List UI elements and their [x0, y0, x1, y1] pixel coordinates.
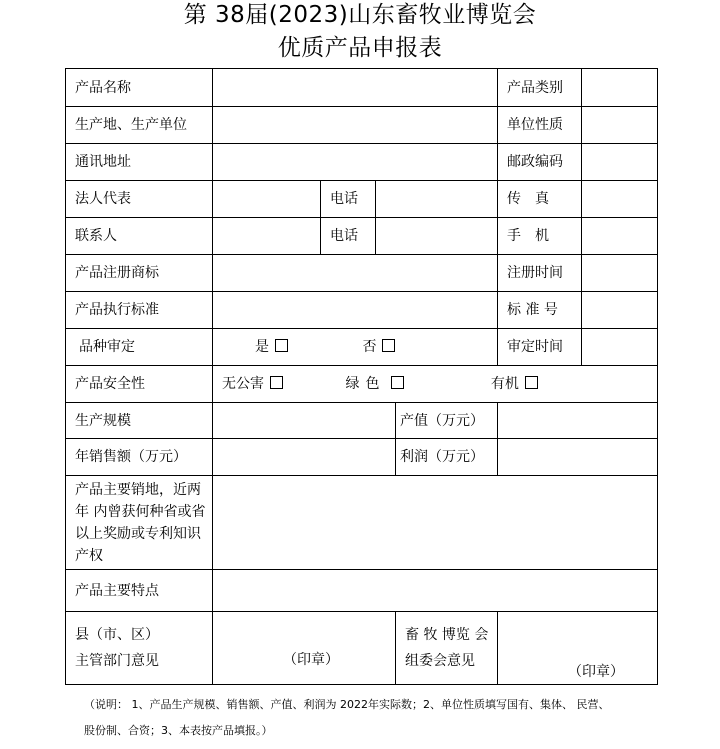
input-product-category[interactable] — [582, 69, 658, 107]
form-row — [66, 329, 658, 366]
option-pollution-free[interactable] — [222, 376, 283, 392]
checkbox-green[interactable] — [391, 376, 404, 389]
input-postal-code[interactable] — [582, 144, 658, 181]
label-committee-opinion — [396, 612, 498, 685]
label-phone-2: 电话 — [321, 218, 376, 255]
option-pollution-free-label: 无公害 — [222, 376, 264, 392]
label-address: 通讯地址 — [66, 144, 213, 181]
input-unit-nature[interactable] — [582, 107, 658, 144]
option-no-label: 否 — [362, 339, 377, 355]
footnote-line1: （说明： 1、产品生产规模、销售额、产值、利润为 2022年实际数；2、单位性质填写国有、集体、 民营、 — [84, 698, 610, 711]
label-origin-unit: 生产地、生产单位 — [66, 107, 213, 144]
option-green[interactable] — [345, 376, 404, 392]
label-standard-no: 标 准 号 — [498, 292, 582, 329]
form-row — [66, 255, 658, 292]
form-title-line1: 第 38届(2023)山东畜牧业博览会 — [183, 2, 537, 28]
label-committee-opinion-line2: 组委会意见 — [405, 653, 475, 669]
variety-review-options — [213, 329, 498, 366]
option-green-label: 绿色 — [345, 376, 386, 392]
form-row — [66, 439, 658, 476]
input-features[interactable] — [213, 570, 658, 612]
label-phone: 电话 — [321, 181, 376, 218]
input-phone-2[interactable] — [376, 218, 498, 255]
input-fax[interactable] — [582, 181, 658, 218]
input-profit[interactable] — [498, 439, 658, 476]
county-opinion-box[interactable] — [213, 612, 396, 685]
label-output-value: 产值（万元） — [396, 403, 498, 439]
input-annual-sales[interactable] — [213, 439, 396, 476]
label-legal-rep: 法人代表 — [66, 181, 213, 218]
label-markets-awards: 产品主要销地，近两年 内曾获何种省或省 以上奖励或专利知识产权 — [66, 476, 213, 570]
form-row — [66, 292, 658, 329]
form-row — [66, 366, 658, 403]
input-phone[interactable] — [376, 181, 498, 218]
option-organic-label: 有机 — [490, 376, 519, 392]
option-no[interactable] — [362, 339, 395, 355]
option-yes-label: 是 — [255, 339, 269, 355]
form-row — [66, 69, 658, 107]
input-product-name[interactable] — [213, 69, 498, 107]
checkbox-pollution-free[interactable] — [270, 376, 283, 389]
option-organic[interactable] — [491, 376, 538, 392]
label-unit-nature: 单位性质 — [498, 107, 582, 144]
seal-committee: （印章） — [568, 664, 624, 680]
committee-opinion-box[interactable] — [498, 612, 658, 685]
form-row — [66, 144, 658, 181]
input-mobile[interactable] — [582, 218, 658, 255]
label-fax: 传 真 — [498, 181, 582, 218]
input-standard[interactable] — [213, 292, 498, 329]
checkbox-yes[interactable] — [275, 339, 288, 352]
input-scale[interactable] — [213, 403, 396, 439]
input-origin-unit[interactable] — [213, 107, 498, 144]
footnote-line2: 股份制、合资；3、本表按产品填报。） — [84, 724, 273, 737]
input-legal-rep[interactable] — [213, 181, 321, 218]
form-title-line2: 优质产品申报表 — [277, 35, 443, 61]
label-contact: 联系人 — [66, 218, 213, 255]
checkbox-organic[interactable] — [525, 376, 538, 389]
input-review-time[interactable] — [582, 329, 658, 366]
form-row — [66, 570, 658, 612]
label-profit: 利润（万元） — [396, 439, 498, 476]
label-scale: 生产规模 — [66, 403, 213, 439]
seal-county: （印章） — [283, 652, 339, 668]
form-row — [66, 612, 658, 685]
option-yes[interactable] — [255, 339, 288, 355]
input-contact[interactable] — [213, 218, 321, 255]
safety-options — [213, 366, 658, 403]
label-reg-time: 注册时间 — [498, 255, 582, 292]
label-variety-review: 品种审定 — [66, 329, 213, 366]
label-safety: 产品安全性 — [66, 366, 213, 403]
label-standard: 产品执行标准 — [66, 292, 213, 329]
input-reg-time[interactable] — [582, 255, 658, 292]
input-standard-no[interactable] — [582, 292, 658, 329]
form-row — [66, 403, 658, 439]
label-county-opinion-line1: 县（市、区） — [75, 627, 159, 643]
label-product-name: 产品名称 — [66, 69, 213, 107]
form-row — [66, 107, 658, 144]
footnote — [84, 692, 674, 744]
input-address[interactable] — [213, 144, 498, 181]
label-committee-opinion-line1: 畜 牧 博览 会 — [405, 627, 489, 643]
input-trademark[interactable] — [213, 255, 498, 292]
label-trademark: 产品注册商标 — [66, 255, 213, 292]
label-postal-code: 邮政编码 — [498, 144, 582, 181]
application-form-table — [65, 68, 658, 685]
label-annual-sales: 年销售额（万元） — [66, 439, 213, 476]
label-product-category: 产品类别 — [498, 69, 582, 107]
label-features: 产品主要特点 — [66, 570, 213, 612]
label-county-opinion — [66, 612, 213, 685]
form-row — [66, 476, 658, 570]
checkbox-no[interactable] — [382, 339, 395, 352]
label-mobile: 手 机 — [498, 218, 582, 255]
label-county-opinion-line2: 主管部门意见 — [75, 653, 159, 669]
form-row — [66, 218, 658, 255]
input-output-value[interactable] — [498, 403, 658, 439]
input-markets-awards[interactable] — [213, 476, 658, 570]
label-review-time: 审定时间 — [498, 329, 582, 366]
form-row — [66, 181, 658, 218]
